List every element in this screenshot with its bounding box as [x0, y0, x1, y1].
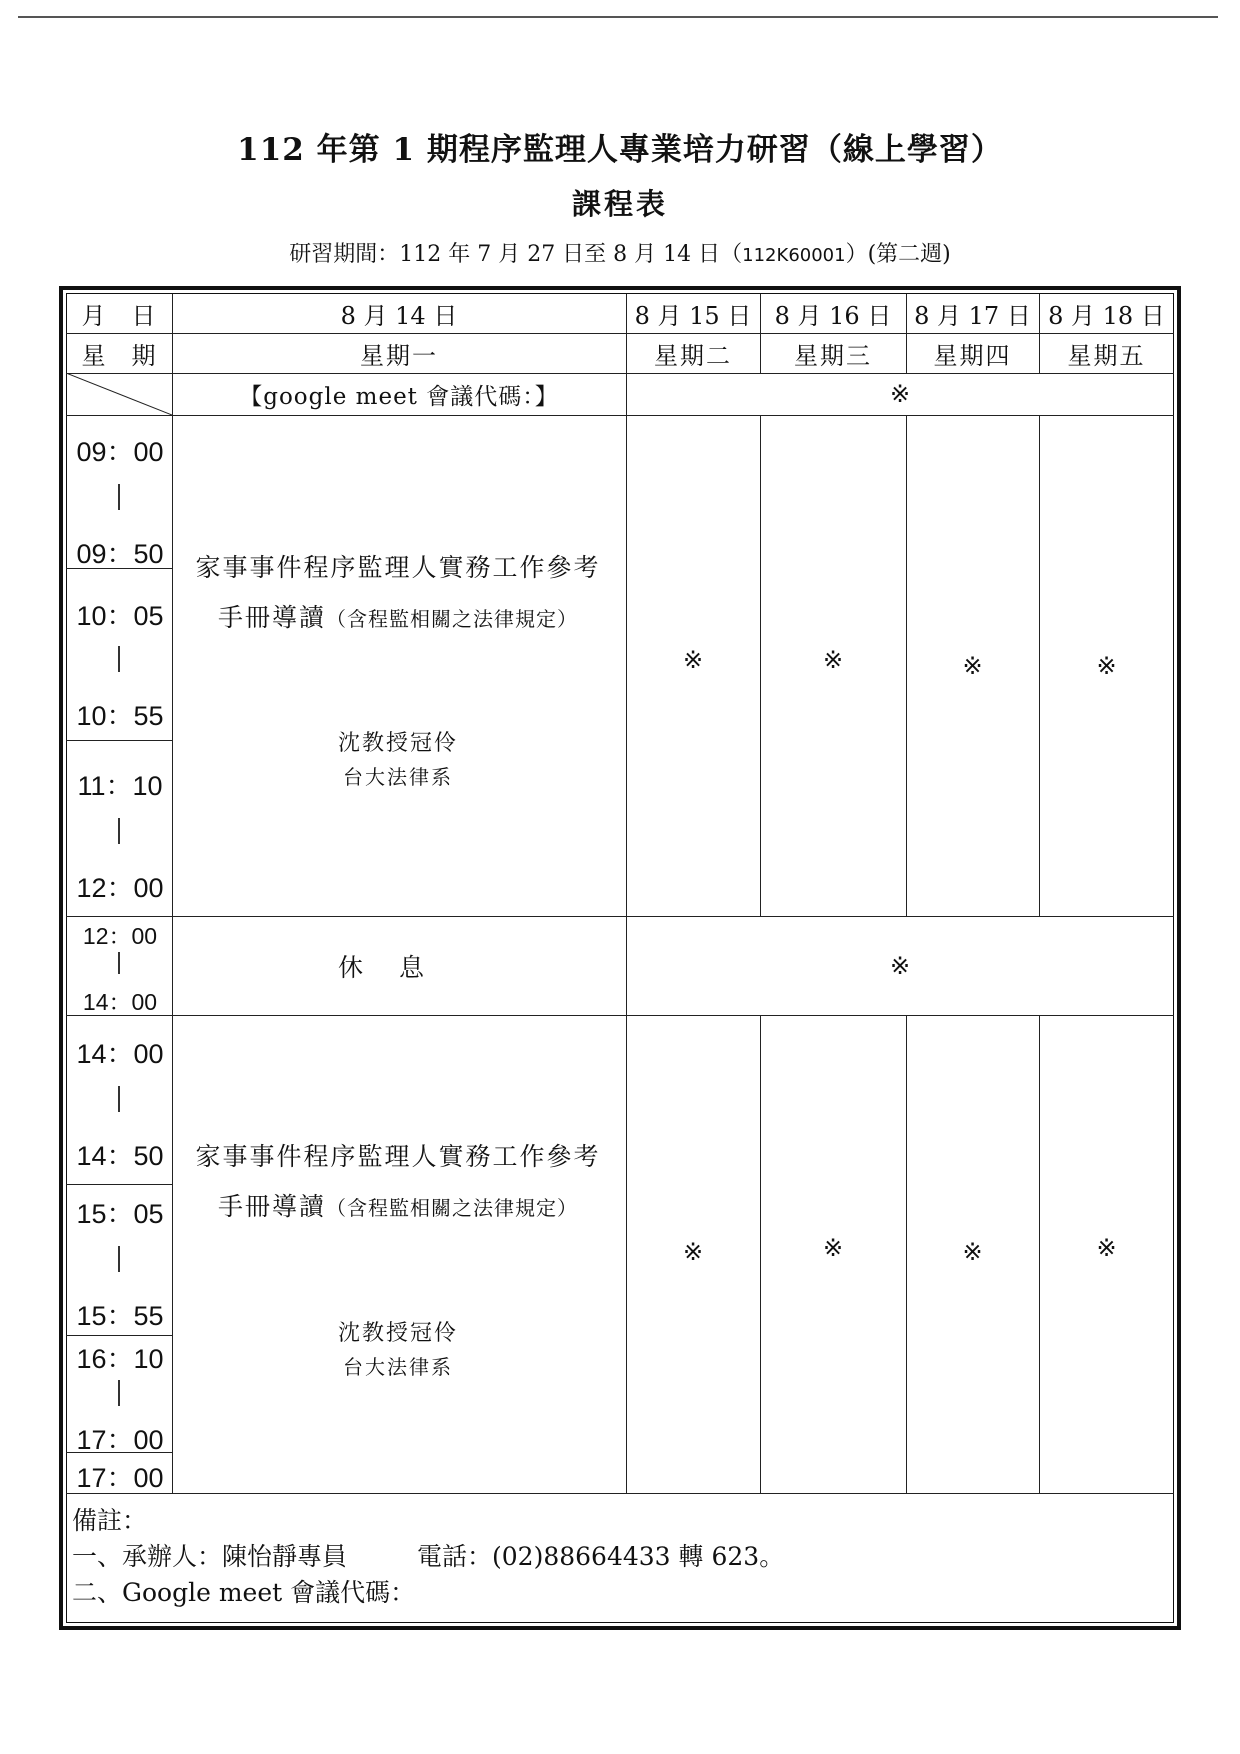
course-title-main: 手冊導讀	[217, 603, 326, 632]
course-title-note: （含程監相關之法律規定）	[326, 607, 578, 631]
time-label: 17：00	[76, 1425, 164, 1455]
period-suffix: ）(第二週)	[845, 242, 951, 267]
grid-line	[66, 415, 1174, 416]
mark-wed-morning: ※	[822, 646, 844, 674]
course-title-line1: 家事事件程序監理人實務工作參考	[195, 553, 601, 582]
course-title-line2	[172, 598, 624, 634]
time-range-tick	[118, 1380, 120, 1406]
time-label: 14：00	[76, 1039, 164, 1069]
grid-line	[66, 1493, 1174, 1494]
mark-fri-afternoon: ※	[1096, 1234, 1117, 1262]
notes-section	[72, 1503, 784, 1611]
time-range-tick	[118, 818, 120, 844]
document-subtitle: 課程表	[571, 187, 668, 221]
time-range-tick	[118, 646, 120, 672]
weekday-mon: 星期一	[360, 341, 438, 370]
time-label: 10：05	[76, 601, 164, 631]
date-header-tue: 8 月 15 日	[634, 302, 752, 330]
time-range-tick	[118, 484, 120, 510]
document-title: 112 年第 1 期程序監理人專業培力研習（線上學習）	[237, 132, 1003, 168]
grid-line	[626, 294, 627, 1493]
time-label: 15：55	[76, 1301, 164, 1331]
time-label: 09：50	[76, 539, 164, 569]
mark-fri-morning: ※	[1096, 652, 1117, 680]
time-label: 11：10	[77, 771, 163, 801]
contact-person: 一、承辦人：陳怡靜專員	[72, 1542, 348, 1571]
date-header-thu: 8 月 17 日	[914, 302, 1031, 330]
top-rule	[18, 16, 1218, 18]
lecturer-department: 台大法律系	[343, 1355, 453, 1379]
time-label: 10：55	[76, 701, 164, 731]
course-title-line1: 家事事件程序監理人實務工作參考	[195, 1142, 601, 1171]
date-header-wed: 8 月 16 日	[774, 302, 892, 330]
study-period	[0, 237, 1240, 268]
mark-thu-morning: ※	[962, 652, 983, 680]
meet-code-label: 【google meet 會議代碼：】	[239, 383, 559, 410]
weekday-thu: 星期四	[933, 341, 1012, 370]
time-label: 14：50	[76, 1141, 164, 1171]
grid-line	[66, 1184, 172, 1185]
lecturer-name: 沈教授冠伶	[337, 1321, 458, 1346]
rest-mark: ※	[889, 951, 911, 980]
lecturer-name: 沈教授冠伶	[337, 731, 458, 756]
mark-tue-morning: ※	[682, 646, 704, 674]
time-range-tick	[118, 1086, 120, 1112]
time-label: 09：00	[76, 437, 164, 467]
mark-thu-afternoon: ※	[962, 1238, 983, 1266]
time-label: 15：05	[76, 1199, 164, 1229]
morning-course	[172, 548, 624, 634]
weekday-wed: 星期三	[794, 341, 872, 370]
date-row-label: 月 日	[81, 302, 157, 330]
afternoon-lecturer	[172, 1316, 624, 1380]
date-header-fri: 8 月 18 日	[1048, 302, 1165, 330]
course-title-main: 手冊導讀	[217, 1192, 326, 1221]
mark-tue-afternoon: ※	[682, 1238, 704, 1266]
grid-line	[66, 740, 172, 741]
afternoon-course	[172, 1137, 624, 1223]
grid-line	[66, 1015, 1174, 1016]
meet-code-mark: ※	[889, 380, 911, 408]
course-title-line2	[172, 1187, 624, 1223]
weekday-fri: 星期五	[1067, 341, 1146, 370]
contact-phone: 電話：(02)88664433 轉 623。	[417, 1542, 785, 1571]
notes-item-meet-code: 二、Google meet 會議代碼：	[72, 1578, 416, 1607]
date-header-mon: 8 月 14 日	[340, 302, 458, 330]
lunch-end-time: 14：00	[82, 989, 158, 1015]
grid-line	[172, 294, 173, 1493]
lecturer-department: 台大法律系	[343, 765, 453, 789]
time-label: 16：10	[76, 1344, 164, 1374]
period-prefix: 研習期間：112 年 7 月 27 日至 8 月 14 日（	[289, 242, 743, 267]
course-title-note: （含程監相關之法律規定）	[326, 1196, 578, 1220]
notes-item-contact	[72, 1539, 784, 1575]
morning-lecturer	[172, 726, 624, 790]
time-range-tick	[118, 952, 120, 974]
diagonal-slash	[66, 373, 172, 415]
weekday-tue: 星期二	[654, 341, 732, 370]
period-code: 112K60001	[742, 245, 846, 266]
rest-label: 休息	[337, 952, 460, 982]
time-label: 17：00	[76, 1463, 164, 1493]
notes-heading: 備註：	[72, 1506, 148, 1535]
mark-wed-afternoon: ※	[822, 1234, 844, 1262]
time-range-tick	[118, 1246, 120, 1272]
time-label: 12：00	[76, 873, 164, 903]
lunch-start-time: 12：00	[82, 923, 158, 949]
weekday-row-label: 星 期	[81, 341, 157, 370]
grid-line	[66, 1335, 172, 1336]
